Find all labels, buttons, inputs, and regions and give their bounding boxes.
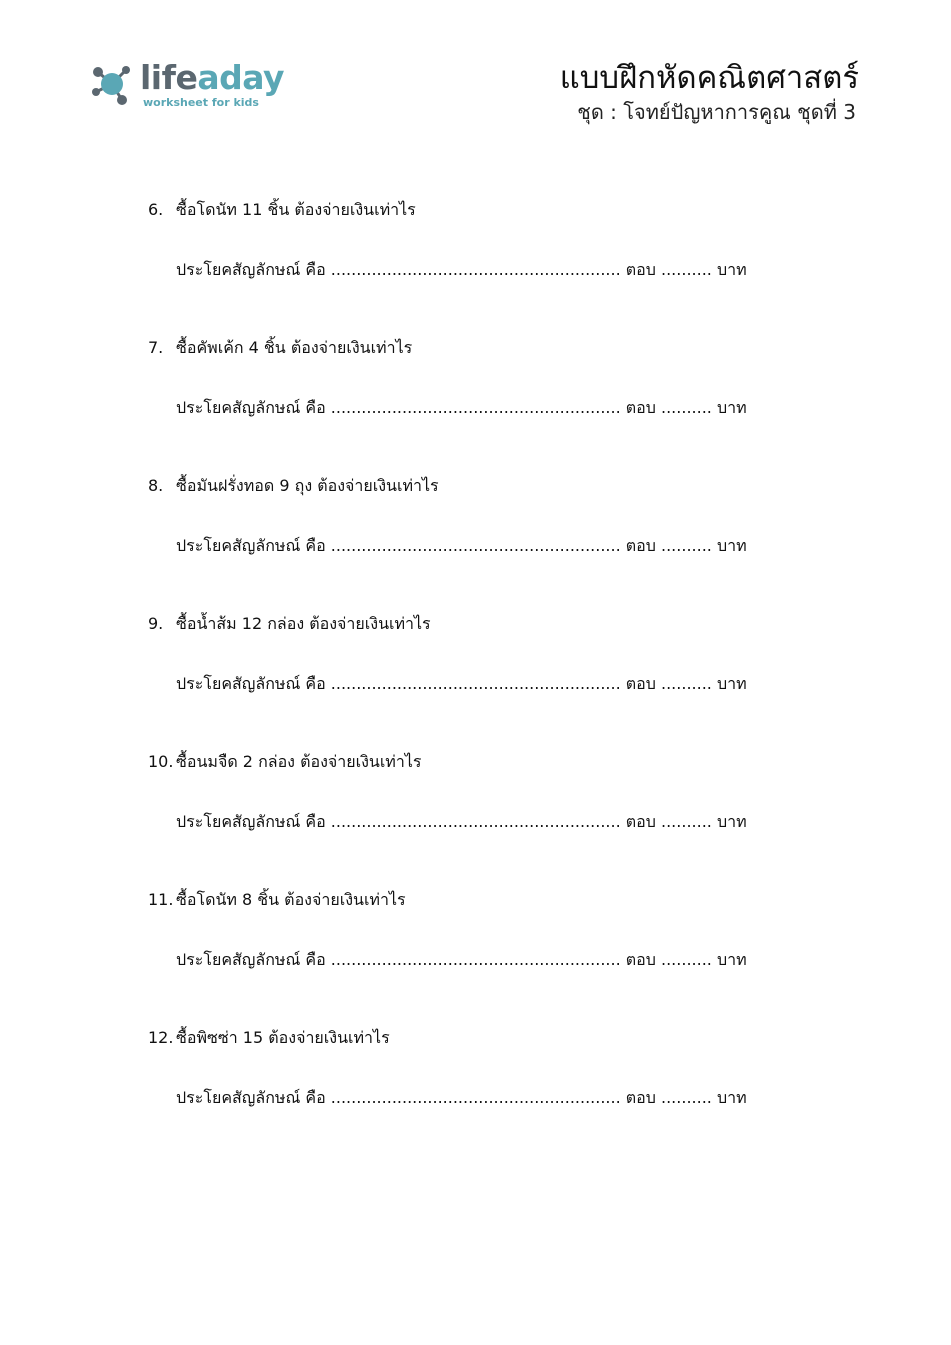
question-item [148, 750, 828, 888]
question-number: 9. [148, 614, 164, 633]
question-item [148, 336, 828, 474]
question-text: ซื้อพิซซ่า 15 ต้องจ่ายเงินเท่าไร [176, 1028, 390, 1047]
logo-wordmark [140, 58, 284, 98]
question-text: ซื้อนมจืด 2 กล่อง ต้องจ่ายเงินเท่าไร [176, 752, 422, 771]
question-text: ซื้อมันฝรั่งทอด 9 ถุง ต้องจ่ายเงินเท่าไร [176, 476, 439, 495]
question-line [148, 474, 439, 498]
worksheet-subtitle: ชุด : โจทย์ปัญหาการคูณ ชุดที่ 3 [577, 100, 856, 124]
question-line [148, 612, 431, 636]
answer-line: ประโยคสัญลักษณ์ คือ ......................................................... ตอบ .......... บาท [176, 536, 747, 555]
answer-line: ประโยคสัญลักษณ์ คือ ......................................................... ตอบ .......... บาท [176, 950, 747, 969]
molecule-logo-icon [88, 60, 136, 108]
question-item [148, 888, 828, 1026]
question-number: 7. [148, 338, 164, 357]
answer-line: ประโยคสัญลักษณ์ คือ ......................................................... ตอบ .......... บาท [176, 674, 747, 693]
logo-tagline: worksheet for kids [143, 96, 259, 109]
answer-line: ประโยคสัญลักษณ์ คือ ......................................................... ตอบ .......... บาท [176, 812, 747, 831]
question-number: 11. [148, 890, 174, 909]
worksheet-title: แบบฝึกหัดคณิตศาสตร์ [559, 60, 859, 96]
question-text: ซื้อโดนัท 8 ชิ้น ต้องจ่ายเงินเท่าไร [176, 890, 406, 909]
answer-line: ประโยคสัญลักษณ์ คือ ......................................................... ตอบ .......... บาท [176, 398, 747, 417]
logo-word-part2: aday [197, 58, 285, 97]
lifeaday-logo [88, 58, 288, 118]
answer-line: ประโยคสัญลักษณ์ คือ ......................................................... ตอบ .......... บาท [176, 1088, 747, 1107]
question-line [148, 198, 416, 222]
question-number: 8. [148, 476, 164, 495]
question-number: 6. [148, 200, 164, 219]
question-text: ซื้อโดนัท 11 ชิ้น ต้องจ่ายเงินเท่าไร [176, 200, 416, 219]
question-item [148, 474, 828, 612]
question-text: ซื้อคัพเค้ก 4 ชิ้น ต้องจ่ายเงินเท่าไร [176, 338, 413, 357]
question-line [148, 1026, 390, 1050]
question-list [148, 198, 828, 1164]
question-number: 10. [148, 752, 174, 771]
question-text: ซื้อน้ำส้ม 12 กล่อง ต้องจ่ายเงินเท่าไร [176, 614, 431, 633]
question-item [148, 1026, 828, 1164]
logo-word-part1: life [140, 58, 198, 97]
question-number: 12. [148, 1028, 174, 1047]
question-line [148, 336, 412, 360]
question-item [148, 612, 828, 750]
question-item [148, 198, 828, 336]
answer-line: ประโยคสัญลักษณ์ คือ ......................................................... ตอบ .......... บาท [176, 260, 747, 279]
question-line [148, 750, 421, 774]
question-line [148, 888, 406, 912]
